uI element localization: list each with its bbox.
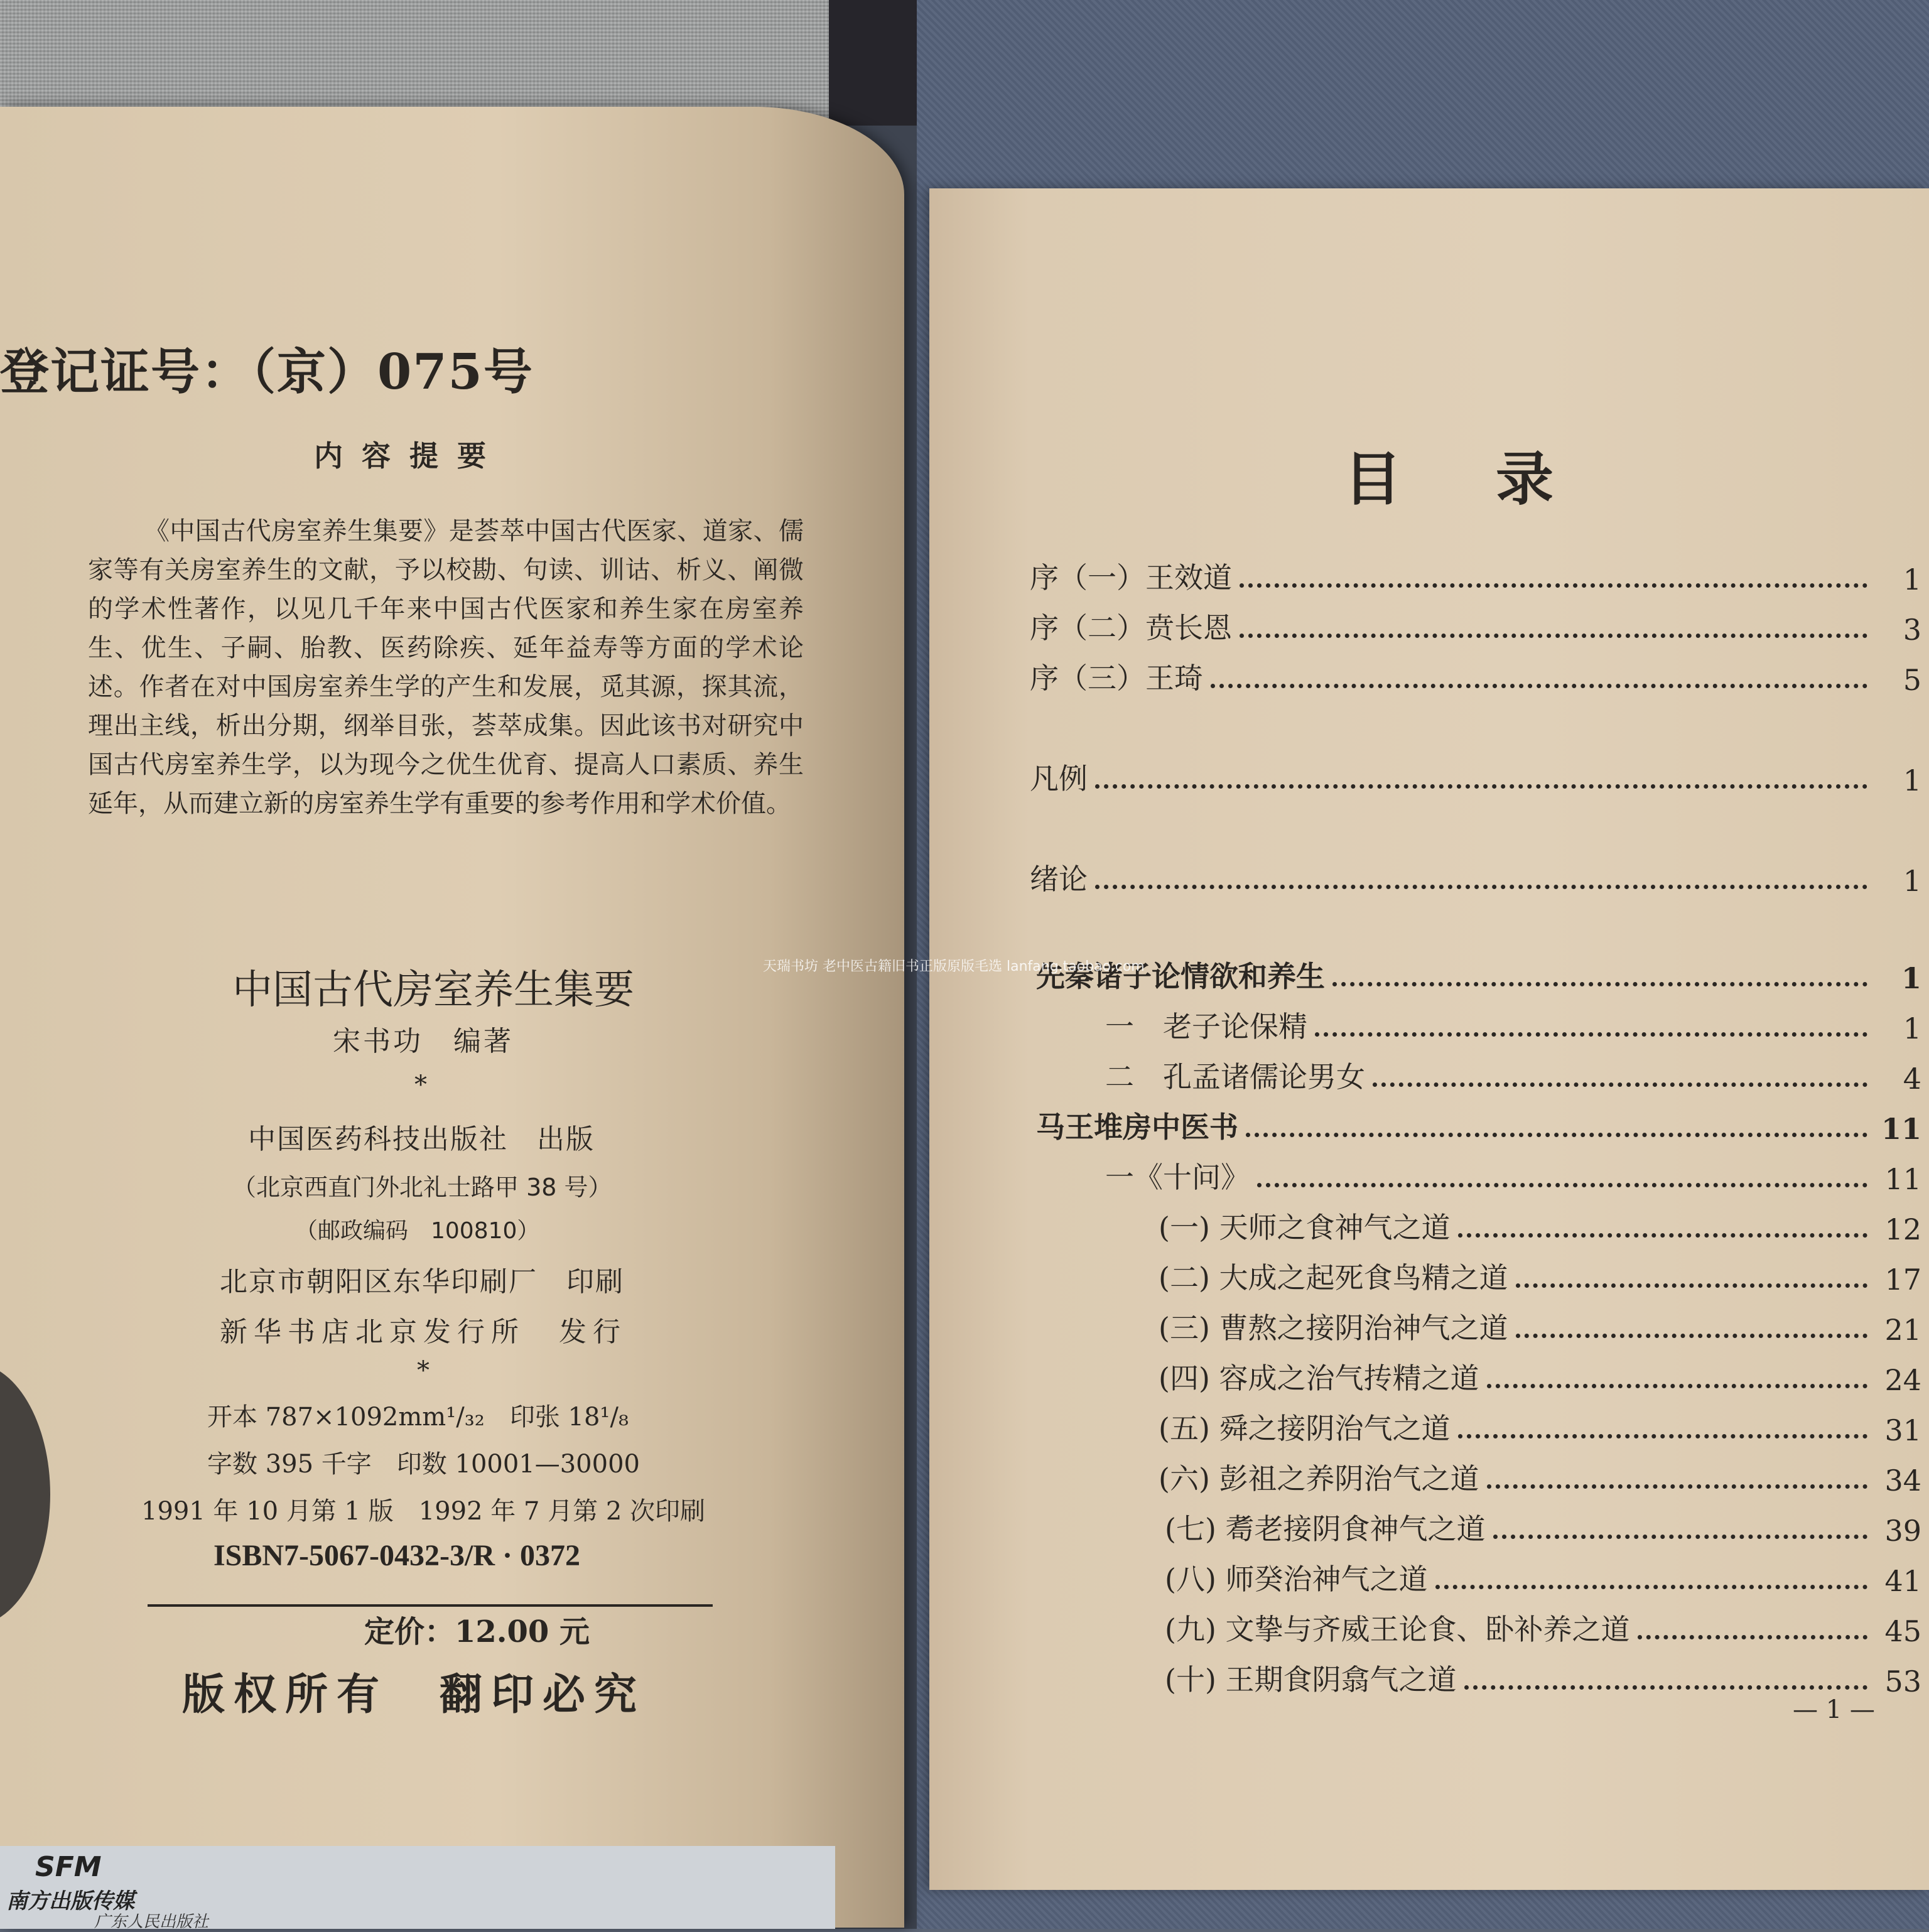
toc-entry xyxy=(1030,860,1921,898)
watermark: 天瑞书坊 老中医古籍旧书正版原版毛选 lanfang.taobao.com xyxy=(763,959,1145,974)
toc-entry xyxy=(1159,1209,1921,1246)
toc-entry xyxy=(1105,1008,1921,1045)
toc-entry-page: 34 xyxy=(1884,1464,1921,1498)
toc-leader-dots xyxy=(1332,982,1867,986)
publisher-logo: SFM xyxy=(35,1851,102,1883)
toc-leader-dots xyxy=(1240,634,1867,638)
printer-line: 北京市朝阳区东华印刷厂 印刷 xyxy=(220,1266,624,1298)
toc-leader-dots xyxy=(1464,1685,1867,1690)
toc-entry-label: (十) 王期食阴翕气之道 xyxy=(1165,1663,1457,1697)
cover-publisher-1: 南方出版传媒 xyxy=(6,1889,134,1914)
toc-entry xyxy=(1159,1460,1921,1498)
toc-title: 目录 xyxy=(1344,446,1648,513)
toc-entry-label: 序（三）王琦 xyxy=(1030,661,1203,695)
publisher-address: （北京西直门外北礼士路甲 38 号） xyxy=(232,1174,612,1201)
toc-entry xyxy=(1159,1259,1921,1297)
format-spec: 开本 787×1092mm¹/₃₂ 印张 18¹/₈ xyxy=(207,1403,629,1432)
toc-entry-label: 凡例 xyxy=(1030,762,1088,796)
toc-entry-page: 11 xyxy=(1884,1162,1921,1196)
toc-leader-dots xyxy=(1373,1082,1867,1087)
price: 定价：12.00 元 xyxy=(364,1614,590,1649)
toc-entry-label: (二) 大成之起死食鸟精之道 xyxy=(1159,1261,1508,1295)
toc-entry-page: 41 xyxy=(1884,1564,1921,1598)
toc-leader-dots xyxy=(1516,1283,1867,1288)
toc-leader-dots xyxy=(1240,583,1867,588)
postcode: （邮政编码 100810） xyxy=(295,1218,540,1244)
toc-leader-dots xyxy=(1458,1434,1867,1438)
toc-entry xyxy=(1165,1560,1921,1598)
toc-entry xyxy=(1159,1309,1921,1347)
toc-entry-page: 39 xyxy=(1884,1514,1921,1548)
publisher-line: 中国医药科技出版社 出版 xyxy=(248,1123,595,1155)
toc-entry-label: (六) 彭祖之养阴治气之道 xyxy=(1159,1462,1479,1496)
toc-entry-page: 11 xyxy=(1881,1112,1921,1146)
toc-entry-page: 5 xyxy=(1903,663,1921,697)
toc-entry-label: 序（二）贲长恩 xyxy=(1030,611,1232,645)
toc-leader-dots xyxy=(1516,1334,1867,1338)
toc-entry-page: 4 xyxy=(1903,1062,1921,1096)
page-number: — 1 — xyxy=(1793,1695,1875,1724)
toc-entry-page: 1 xyxy=(1903,563,1921,596)
toc-entry-page: 1 xyxy=(1901,961,1921,995)
toc-entry xyxy=(1036,958,1921,995)
toc-leader-dots xyxy=(1487,1484,1867,1489)
toc-entry-label: 一《十问》 xyxy=(1105,1160,1250,1194)
toc-entry xyxy=(1165,1611,1921,1648)
toc-entry xyxy=(1030,559,1921,596)
toc-entry xyxy=(1105,1158,1921,1196)
toc-entry-label: (四) 容成之治气抟精之道 xyxy=(1159,1361,1479,1395)
toc-leader-dots xyxy=(1257,1183,1867,1187)
toc-entry-page: 31 xyxy=(1884,1413,1921,1447)
margin-object xyxy=(0,1363,50,1626)
toc-entry-page: 53 xyxy=(1884,1665,1921,1698)
registration-number: 登记证号：（京）075号 xyxy=(0,343,534,401)
toc-entry xyxy=(1036,1108,1921,1146)
toc-entry-page: 1 xyxy=(1903,864,1921,898)
toc-entry-label: (一) 天师之食神气之道 xyxy=(1159,1211,1451,1244)
toc-entry-label: 二 孔孟诸儒论男女 xyxy=(1105,1060,1365,1094)
book-title: 中国古代房室养生集要 xyxy=(232,967,634,1013)
toc-leader-dots xyxy=(1435,1585,1867,1589)
toc-leader-dots xyxy=(1211,684,1867,688)
toc-leader-dots xyxy=(1487,1384,1867,1388)
toc-entry-label: 先秦诸子论情欲和养生 xyxy=(1036,959,1325,993)
toc-entry-page: 45 xyxy=(1884,1614,1921,1648)
toc-entry-label: (七) 耈老接阴食神气之道 xyxy=(1165,1512,1486,1546)
toc-entry-label: (五) 舜之接阴治气之道 xyxy=(1159,1411,1451,1445)
toc-entry-page: 24 xyxy=(1884,1363,1921,1397)
toc-entry-label: (三) 曹熬之接阴治神气之道 xyxy=(1159,1311,1508,1345)
toc-entry-label: 一 老子论保精 xyxy=(1105,1010,1307,1044)
edition-spec: 1991 年 10 月第 1 版 1992 年 7 月第 2 次印刷 xyxy=(141,1497,705,1526)
toc-entry-label: (八) 师癸治神气之道 xyxy=(1165,1562,1428,1596)
separator-star: * xyxy=(414,1071,427,1099)
toc-entry-page: 21 xyxy=(1884,1313,1921,1347)
toc-entry xyxy=(1030,760,1921,797)
toc-entry xyxy=(1165,1661,1921,1698)
toc-entry-page: 1 xyxy=(1903,764,1921,797)
cover-publisher-2: 广东人民出版社 xyxy=(94,1913,209,1931)
toc-entry xyxy=(1165,1510,1921,1548)
toc-leader-dots xyxy=(1315,1032,1867,1037)
toc-entry-page: 12 xyxy=(1884,1212,1921,1246)
toc-leader-dots xyxy=(1246,1133,1867,1137)
abstract-text: 《中国古代房室养生集要》是荟萃中国古代医家、道家、儒家等有关房室养生的文献，予以校勘、句读、训诂、析义、阐微的学术性著作，以见几千年来中国古代医家和养生家在房室养生、优生、子嗣、胎教、医药除疾、延年益寿等方面的学术论述。作者在对中国房室养生学的产生和发展，觅其源，探其流，理出主线，析出分期，纲举目张，荟萃成集。因此该书对研究中国古代房室养生学，以为现今之优生优育、提高人口素质、养生延年，从而建立新的房室养生学有重要的参考作用和学术价值。 xyxy=(88,517,804,818)
abstract-title: 内容提要 xyxy=(314,439,505,473)
toc-entry xyxy=(1105,1058,1921,1096)
isbn-underline xyxy=(148,1604,713,1607)
toc-entry-page: 1 xyxy=(1903,1012,1921,1045)
toc-entry xyxy=(1030,609,1921,647)
author-line: 宋书功 编著 xyxy=(333,1025,514,1057)
toc-entry-label: 马王堆房中医书 xyxy=(1036,1110,1238,1144)
toc-entry xyxy=(1030,659,1921,697)
toc-leader-dots xyxy=(1493,1535,1867,1539)
toc-entry xyxy=(1159,1410,1921,1447)
toc-entry xyxy=(1159,1359,1921,1397)
distributor-line: 新华书店北京发行所 发行 xyxy=(220,1316,627,1348)
toc-leader-dots xyxy=(1095,885,1867,889)
separator-star-2: * xyxy=(417,1356,430,1385)
toc-leader-dots xyxy=(1095,784,1867,789)
toc-leader-dots xyxy=(1458,1233,1867,1238)
wordcount-spec: 字数 395 千字 印数 10001—30000 xyxy=(207,1450,640,1479)
toc-leader-dots xyxy=(1638,1635,1867,1639)
toc-entry-page: 17 xyxy=(1884,1263,1921,1297)
toc-entry-page: 3 xyxy=(1903,613,1921,647)
copyright-notice: 版权所有 翻印必究 xyxy=(182,1670,646,1720)
isbn: ISBN7-5067-0432-3/R · 0372 xyxy=(213,1539,581,1572)
toc-entry-label: (九) 文挚与齐威王论食、卧补养之道 xyxy=(1165,1612,1630,1646)
toc-entry-label: 序（一）王效道 xyxy=(1030,561,1232,595)
toc-entry-label: 绪论 xyxy=(1030,862,1088,896)
